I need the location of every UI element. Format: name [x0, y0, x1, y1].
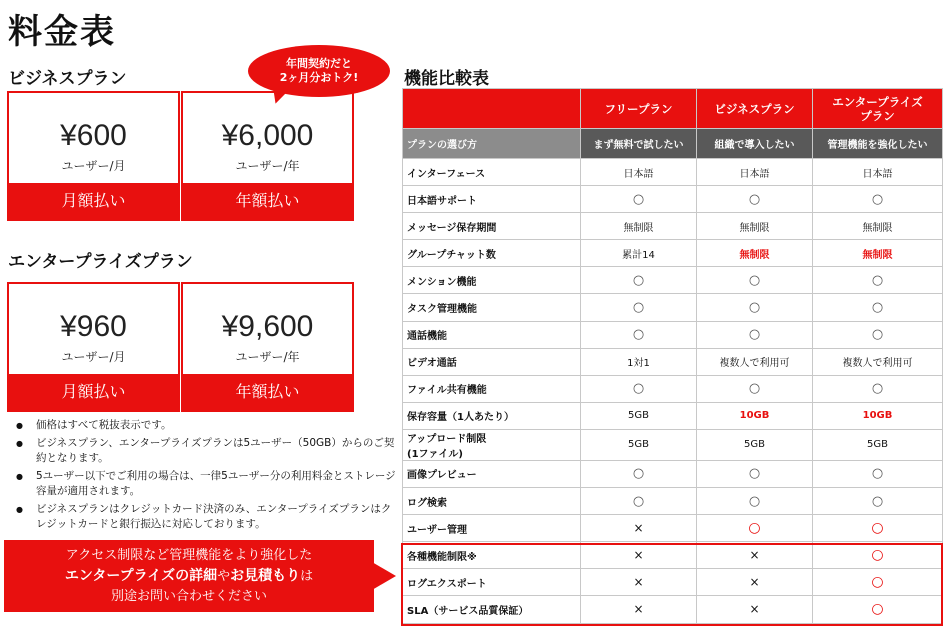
cta-particle: や: [217, 569, 231, 584]
table-cell: 累計14: [581, 240, 697, 267]
table-subheader: 管理機能を強化したい: [813, 129, 943, 159]
table-cell: ×: [581, 596, 697, 623]
table-cell: ○: [581, 488, 697, 515]
price-unit: ユーザー/年: [235, 159, 300, 173]
feature-name: 各種機能制限※: [403, 542, 581, 569]
price-amount: ¥9,600: [221, 310, 314, 343]
table-cell: 5GB: [581, 429, 697, 460]
cta-enterprise-details: エンタープライズの詳細: [64, 568, 218, 584]
price-unit: ユーザー/月: [61, 350, 126, 364]
table-cell: 複数人で利用可: [813, 348, 943, 375]
table-cell: ×: [697, 542, 813, 569]
cta-line-2: [4, 566, 374, 587]
table-subheader: まず無料で試したい: [581, 129, 697, 159]
table-cell: ×: [581, 569, 697, 596]
table-cell: ○: [697, 460, 813, 487]
feature-name: 通話機能: [403, 321, 581, 348]
cta-line-3: 別途お問い合わせください: [110, 589, 267, 604]
price-unit: ユーザー/年: [235, 350, 300, 364]
table-row: [403, 348, 943, 375]
feature-name: ビデオ通話: [403, 348, 581, 375]
table-row: [403, 267, 943, 294]
table-cell: 無制限: [697, 213, 813, 240]
pay-label: 年額払い: [183, 183, 352, 219]
table-cell: ○: [813, 375, 943, 402]
enterprise-plan-title: エンタープライズプラン: [8, 252, 193, 272]
feature-name: 保存容量（1人あたり）: [403, 402, 581, 429]
table-cell: ○: [697, 488, 813, 515]
table-cell: 5GB: [697, 429, 813, 460]
table-row: [403, 460, 943, 487]
table-cell: ○: [697, 294, 813, 321]
table-cell: ×: [697, 569, 813, 596]
table-cell: ×: [581, 515, 697, 542]
discount-bubble: [248, 45, 390, 97]
table-cell: 無制限: [813, 213, 943, 240]
cta-arrow: [372, 562, 396, 590]
table-row: [403, 569, 943, 596]
table-row: [403, 402, 943, 429]
table-row: [403, 186, 943, 213]
table-row: [403, 375, 943, 402]
column-header: ビジネスプラン: [697, 89, 813, 129]
pay-label: 年額払い: [183, 374, 352, 410]
table-cell: ○: [581, 186, 697, 213]
table-cell: ○: [581, 294, 697, 321]
table-cell: 無制限: [697, 240, 813, 267]
table-cell: 日本語: [697, 159, 813, 186]
table-cell: 無制限: [813, 240, 943, 267]
table-row: [403, 488, 943, 515]
price-amount: ¥600: [60, 119, 127, 152]
table-cell: ○: [581, 267, 697, 294]
price-amount: ¥6,000: [221, 119, 314, 152]
pay-label: 月額払い: [9, 183, 178, 219]
bubble-line: 2ヶ月分おトク!: [279, 71, 359, 84]
table-cell: ×: [697, 596, 813, 623]
comparison-title: 機能比較表: [404, 69, 489, 89]
cta-particle: は: [300, 569, 314, 584]
table-cell: ○: [813, 267, 943, 294]
feature-name: ログ検索: [403, 488, 581, 515]
column-header: フリープラン: [581, 89, 697, 129]
feature-name: ログエクスポート: [403, 569, 581, 596]
table-row: [403, 515, 943, 542]
feature-name: グループチャット数: [403, 240, 581, 267]
feature-name: タスク管理機能: [403, 294, 581, 321]
price-unit: ユーザー/月: [61, 159, 126, 173]
table-cell: 1対1: [581, 348, 697, 375]
table-row: [403, 542, 943, 569]
table-cell: ×: [581, 542, 697, 569]
page-title: 料金表: [8, 12, 116, 52]
business-monthly-card: [7, 91, 180, 221]
feature-name: インターフェース: [403, 159, 581, 186]
enterprise-monthly-card: [7, 282, 180, 412]
table-cell: ○: [813, 488, 943, 515]
pricing-notes: [16, 418, 396, 535]
table-cell: 日本語: [813, 159, 943, 186]
note-item: ● 価格はすべて税抜表示です。: [16, 418, 396, 433]
table-cell: 5GB: [581, 402, 697, 429]
bubble-line: 年間契約だと: [286, 57, 352, 70]
cta-line-1: アクセス制限など管理機能をより強化した: [65, 548, 313, 563]
table-row: [403, 213, 943, 240]
pay-label: 月額払い: [9, 374, 178, 410]
table-cell: ○: [813, 596, 943, 623]
cta-quote: お見積もり: [230, 568, 301, 584]
feature-name: メンション機能: [403, 267, 581, 294]
feature-name: ユーザー管理: [403, 515, 581, 542]
feature-name: メッセージ保存期間: [403, 213, 581, 240]
table-cell: ○: [697, 267, 813, 294]
table-cell: 無制限: [581, 213, 697, 240]
table-cell: ○: [813, 569, 943, 596]
note-item: ● ビジネスプラン、エンタープライズプランは5ユーザー（50GB）からのご契約となります。: [16, 436, 396, 466]
table-cell: ○: [813, 542, 943, 569]
feature-name: 日本語サポート: [403, 186, 581, 213]
feature-name: アップロード制限 (1ファイル): [403, 429, 581, 460]
table-row: [403, 596, 943, 623]
feature-name: SLA（サービス品質保証）: [403, 596, 581, 623]
price-amount: ¥960: [60, 310, 127, 343]
note-item: ● ビジネスプランはクレジットカード決済のみ、エンタープライズプランはクレジットカードと銀行振込に対応しております。: [16, 502, 396, 532]
table-cell: 5GB: [813, 429, 943, 460]
table-row: [403, 321, 943, 348]
enterprise-contact-banner[interactable]: [4, 540, 374, 612]
table-cell: ○: [697, 375, 813, 402]
table-cell: ○: [581, 460, 697, 487]
table-cell: ○: [697, 321, 813, 348]
table-row: [403, 294, 943, 321]
table-cell: 複数人で利用可: [697, 348, 813, 375]
feature-name: 画像プレビュー: [403, 460, 581, 487]
table-subheader-label: プランの選び方: [403, 129, 581, 159]
table-row: [403, 429, 943, 460]
table-cell: ○: [697, 186, 813, 213]
business-yearly-card: [181, 91, 354, 221]
table-cell: 日本語: [581, 159, 697, 186]
table-cell: ○: [581, 375, 697, 402]
note-item: ● 5ユーザー以下でご利用の場合は、一律5ユーザー分の利用料金とストレージ容量が適用されます。: [16, 469, 396, 499]
table-cell: ○: [697, 515, 813, 542]
table-subheader: 組織で導入したい: [697, 129, 813, 159]
business-plan-title: ビジネスプラン: [8, 69, 127, 89]
table-cell: ○: [813, 321, 943, 348]
table-row: [403, 159, 943, 186]
enterprise-yearly-card: [181, 282, 354, 412]
table-cell: ○: [581, 321, 697, 348]
feature-name: ファイル共有機能: [403, 375, 581, 402]
comparison-table-wrap: [402, 88, 942, 624]
table-cell: ○: [813, 460, 943, 487]
table-cell: 10GB: [813, 402, 943, 429]
column-header: エンタープライズ プラン: [813, 89, 943, 129]
table-corner: [403, 89, 581, 129]
table-cell: ○: [813, 186, 943, 213]
comparison-table: [402, 88, 943, 624]
table-cell: 10GB: [697, 402, 813, 429]
table-cell: ○: [813, 515, 943, 542]
table-cell: ○: [813, 294, 943, 321]
table-row: [403, 240, 943, 267]
